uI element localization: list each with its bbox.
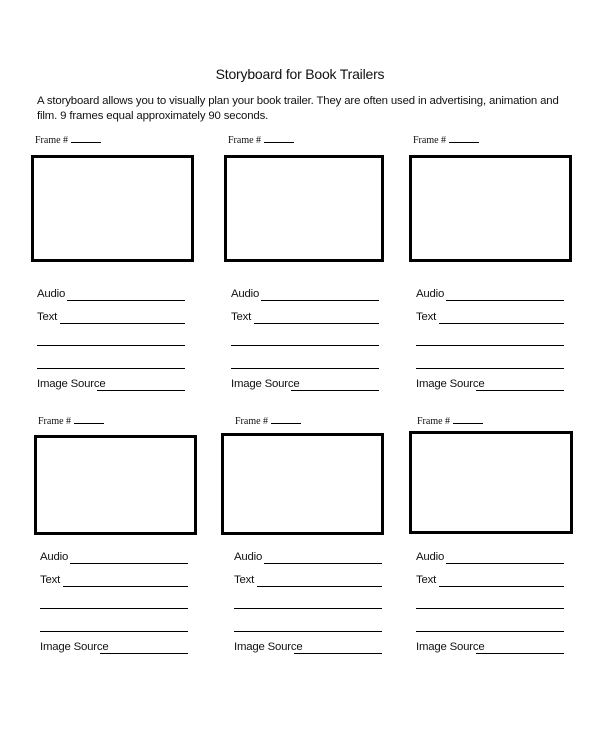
- text-line-extra[interactable]: [231, 345, 379, 346]
- frame-number-text: Frame #: [413, 135, 447, 146]
- frame-number-text: Frame #: [228, 135, 262, 146]
- text-label: Text: [416, 311, 437, 323]
- frame-number-label: [35, 134, 101, 146]
- frame-number-text: Frame #: [35, 135, 69, 146]
- audio-line[interactable]: [261, 300, 379, 301]
- text-line-extra[interactable]: [234, 631, 382, 632]
- text-label: Text: [231, 311, 252, 323]
- image-source-line[interactable]: [476, 390, 564, 391]
- audio-label: Audio: [37, 288, 66, 300]
- text-line-extra[interactable]: [416, 631, 564, 632]
- frame-drawing-box[interactable]: [409, 431, 573, 534]
- text-label: Text: [416, 574, 437, 586]
- image-source-label: Image Source: [37, 378, 106, 390]
- page-title: Storyboard for Book Trailers: [215, 66, 385, 82]
- frame-number-blank[interactable]: [449, 134, 479, 143]
- image-source-line[interactable]: [100, 653, 188, 654]
- frame-number-label: [235, 415, 301, 427]
- audio-label: Audio: [231, 288, 260, 300]
- intro-paragraph: A storyboard allows you to visually plan your book trailer. They are often used in advertising, animation and film. 9 frames equal approximately 90 seconds.: [37, 95, 559, 122]
- frame-number-label: [417, 415, 483, 427]
- image-source-line[interactable]: [476, 653, 564, 654]
- text-line-extra[interactable]: [234, 608, 382, 609]
- image-source-label: Image Source: [234, 641, 303, 653]
- audio-label: Audio: [416, 288, 445, 300]
- frame-number-text: Frame #: [235, 416, 269, 427]
- frame-number-text: Frame #: [417, 416, 451, 427]
- audio-label: Audio: [416, 551, 445, 563]
- text-line-extra[interactable]: [416, 345, 564, 346]
- frame-number-blank[interactable]: [71, 134, 101, 143]
- audio-label: Audio: [234, 551, 263, 563]
- image-source-label: Image Source: [40, 641, 109, 653]
- frame-number-blank[interactable]: [264, 134, 294, 143]
- text-line-extra[interactable]: [416, 608, 564, 609]
- audio-label: Audio: [40, 551, 69, 563]
- text-line-extra[interactable]: [416, 368, 564, 369]
- audio-line[interactable]: [264, 563, 382, 564]
- frame-drawing-box[interactable]: [34, 435, 197, 535]
- image-source-label: Image Source: [416, 641, 485, 653]
- image-source-line[interactable]: [291, 390, 379, 391]
- frame-drawing-box[interactable]: [224, 155, 384, 262]
- audio-line[interactable]: [67, 300, 185, 301]
- audio-line[interactable]: [70, 563, 188, 564]
- text-line[interactable]: [439, 323, 564, 324]
- audio-line[interactable]: [446, 563, 564, 564]
- text-line-extra[interactable]: [40, 608, 188, 609]
- frame-number-label: [38, 415, 104, 427]
- image-source-line[interactable]: [294, 653, 382, 654]
- text-line-extra[interactable]: [37, 345, 185, 346]
- audio-line[interactable]: [446, 300, 564, 301]
- text-line[interactable]: [60, 323, 185, 324]
- frame-number-label: [228, 134, 294, 146]
- text-line-extra[interactable]: [40, 631, 188, 632]
- text-label: Text: [40, 574, 61, 586]
- frame-number-blank[interactable]: [453, 415, 483, 424]
- text-label: Text: [37, 311, 58, 323]
- frame-number-text: Frame #: [38, 416, 72, 427]
- frame-number-blank[interactable]: [271, 415, 301, 424]
- image-source-label: Image Source: [416, 378, 485, 390]
- text-line-extra[interactable]: [37, 368, 185, 369]
- image-source-label: Image Source: [231, 378, 300, 390]
- frame-number-label: [413, 134, 479, 146]
- frame-drawing-box[interactable]: [31, 155, 194, 262]
- frame-number-blank[interactable]: [74, 415, 104, 424]
- frame-drawing-box[interactable]: [221, 433, 384, 535]
- frame-drawing-box[interactable]: [409, 155, 572, 262]
- text-line[interactable]: [254, 323, 379, 324]
- text-line-extra[interactable]: [231, 368, 379, 369]
- text-label: Text: [234, 574, 255, 586]
- image-source-line[interactable]: [97, 390, 185, 391]
- text-line[interactable]: [257, 586, 382, 587]
- text-line[interactable]: [439, 586, 564, 587]
- text-line[interactable]: [63, 586, 188, 587]
